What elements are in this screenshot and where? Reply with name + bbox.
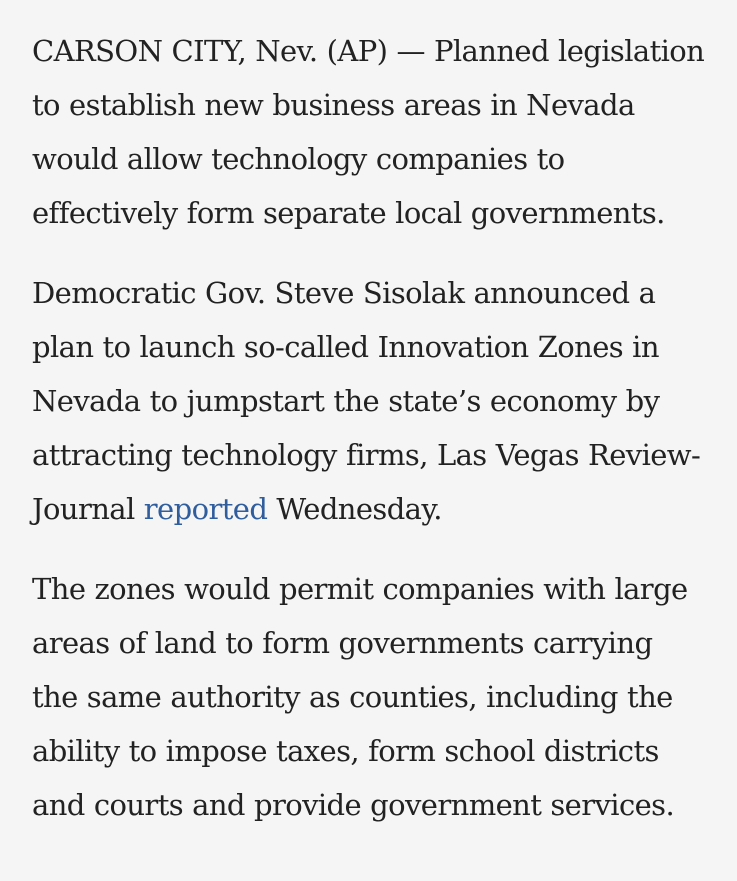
paragraph-announcement	[32, 266, 707, 536]
paragraph-dateline: CARSON CITY, Nev. (AP) — Planned legislation to establish new business areas in Nevada would allow technology companies to effectively form separate local governments.	[32, 34, 705, 230]
paragraph-zones: The zones would permit companies with large areas of land to form governments carrying the same authority as counties, including the ability to impose taxes, form school districts and courts and provide government services.	[32, 572, 688, 822]
reported-link[interactable]: reported	[143, 492, 268, 526]
paragraph-text: Democratic Gov. Steve Sisolak announced a plan to launch so-called Innovation Zones in Nevada to jumpstart the state’s economy by attracting technology firms, Las Vegas Review-Journal	[32, 276, 701, 526]
paragraph-text: Wednesday.	[267, 492, 442, 526]
